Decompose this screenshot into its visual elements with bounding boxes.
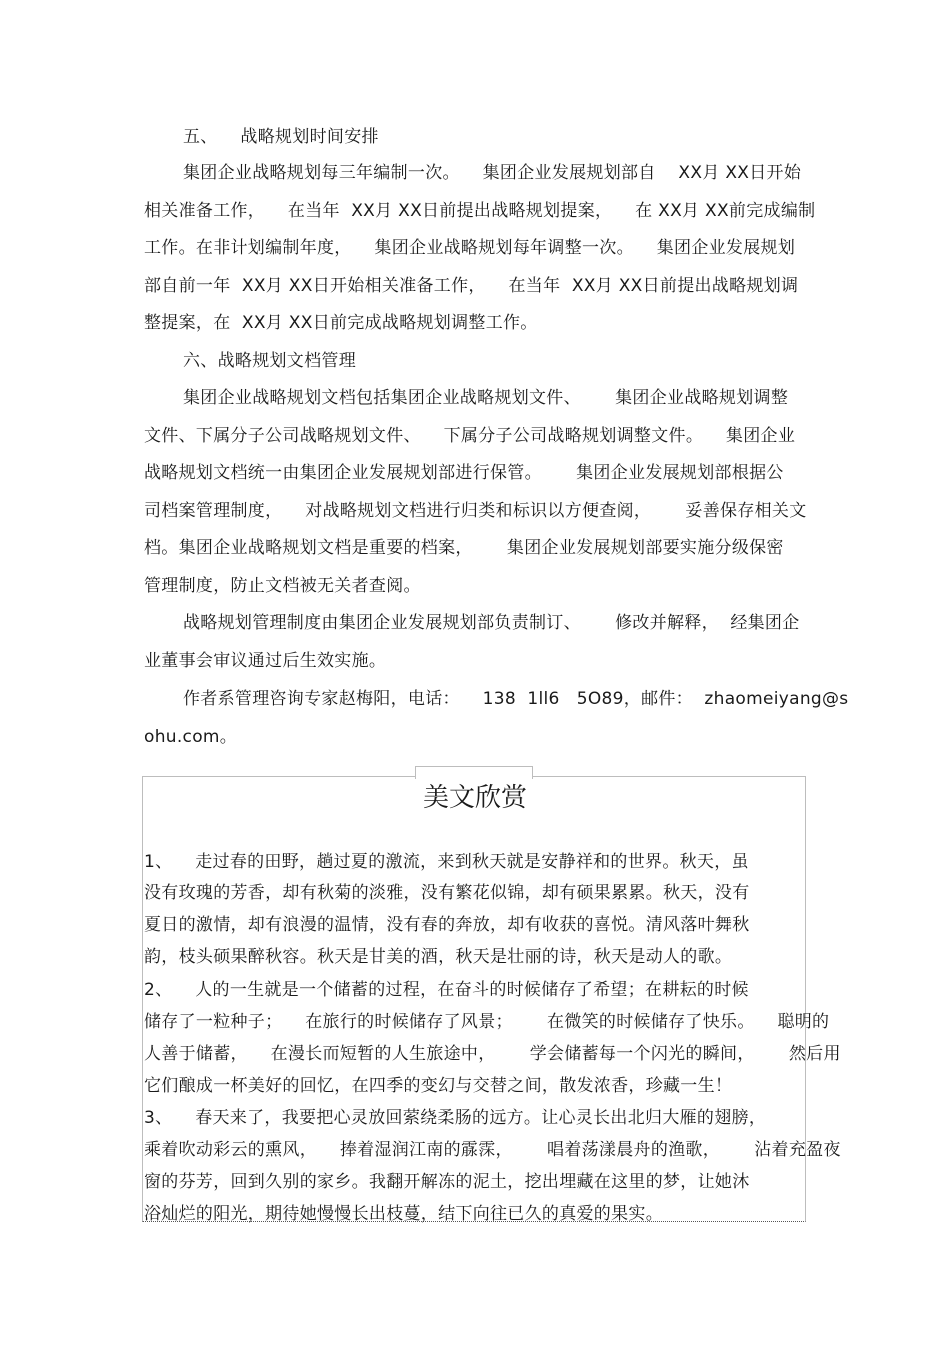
paragraph-line: 战略规划文档统一由集团企业发展规划部进行保管。 集团企业发展规划部根据公	[144, 463, 784, 483]
paragraph-line: 部自前一年 XX月 XX日开始相关准备工作， 在当年 XX月 XX日前提出战略规划调	[144, 276, 799, 296]
paragraph-line: 档。集团企业战略规划文档是重要的档案， 集团企业发展规划部要实施分级保密	[144, 538, 784, 558]
section-heading-6: 六、战略规划文档管理	[183, 351, 356, 371]
paragraph-line: 战略规划管理制度由集团企业发展规划部负责制订、 修改并解释， 经集团企	[183, 613, 800, 633]
paragraph-line: 相关准备工作， 在当年 XX月 XX日前提出战略规划提案， 在 XX月 XX前完成编制	[144, 201, 816, 221]
appreciation-line: 窗的芬芳，回到久别的家乡。我翻开解冻的泥土，挖出埋藏在这里的梦，让她沐	[144, 1172, 750, 1192]
appreciation-title: 美文欣赏	[422, 783, 527, 813]
paragraph-line: 管理制度，防止文档被无关者查阅。	[144, 576, 421, 596]
appreciation-line: 没有玫瑰的芳香，却有秋菊的淡雅，没有繁花似锦，却有硕果累累。秋天，没有	[144, 883, 750, 903]
appreciation-line: 2、 人的一生就是一个储蓄的过程，在奋斗的时候储存了希望；在耕耘的时候	[144, 980, 749, 1000]
author-contact-line: ohu.com。	[144, 727, 238, 747]
appreciation-line: 夏日的激情，却有浪漫的温情，没有春的奔放，却有收获的喜悦。清风落叶舞秋	[144, 915, 750, 935]
appreciation-line: 浴灿烂的阳光，期待她慢慢长出枝蔓，结下向往已久的真爱的果实。	[144, 1204, 663, 1224]
paragraph-line: 司档案管理制度， 对战略规划文档进行归类和标识以方便查阅， 妥善保存相关文	[144, 501, 807, 521]
paragraph-line: 工作。在非计划编制年度， 集团企业战略规划每年调整一次。 集团企业发展规划	[144, 238, 796, 258]
appreciation-line: 它们酿成一杯美好的回忆，在四季的变幻与交替之间，散发浓香，珍藏一生！	[144, 1076, 733, 1096]
author-contact-line: 作者系管理咨询专家赵梅阳，电话： 138 1ll6 5O89，邮件： zhaomeiyang@s	[183, 689, 849, 709]
paragraph-line: 整提案，在 XX月 XX日前完成战略规划调整工作。	[144, 313, 538, 333]
appreciation-line: 韵，枝头硕果醉秋容。秋天是甘美的酒，秋天是壮丽的诗，秋天是动人的歌。	[144, 947, 733, 967]
appreciation-line: 1、 走过春的田野，趟过夏的激流，来到秋天就是安静祥和的世界。秋天，虽	[144, 852, 749, 872]
appreciation-line: 人善于储蓄， 在漫长而短暂的人生旅途中， 学会储蓄每一个闪光的瞬间， 然后用	[144, 1044, 841, 1064]
paragraph-line: 集团企业战略规划每三年编制一次。 集团企业发展规划部自 XX月 XX日开始	[183, 163, 802, 183]
paragraph-line: 文件、下属分子公司战略规划文件、 下属分子公司战略规划调整文件。 集团企业	[144, 426, 796, 446]
appreciation-line: 储存了一粒种子； 在旅行的时候储存了风景； 在微笑的时候储存了快乐。 聪明的	[144, 1012, 830, 1032]
appreciation-line: 乘着吹动彩云的熏风， 捧着湿润江南的霡霂， 唱着荡漾晨舟的渔歌， 沾着充盈夜	[144, 1140, 841, 1160]
appreciation-line: 3、 春天来了，我要把心灵放回萦绕柔肠的远方。让心灵长出北归大雁的翅膀，	[144, 1108, 767, 1128]
paragraph-line: 集团企业战略规划文档包括集团企业战略规划文件、 集团企业战略规划调整	[183, 388, 789, 408]
paragraph-line: 业董事会审议通过后生效实施。	[144, 651, 387, 671]
section-heading-5: 五、 战略规划时间安排	[183, 127, 379, 147]
